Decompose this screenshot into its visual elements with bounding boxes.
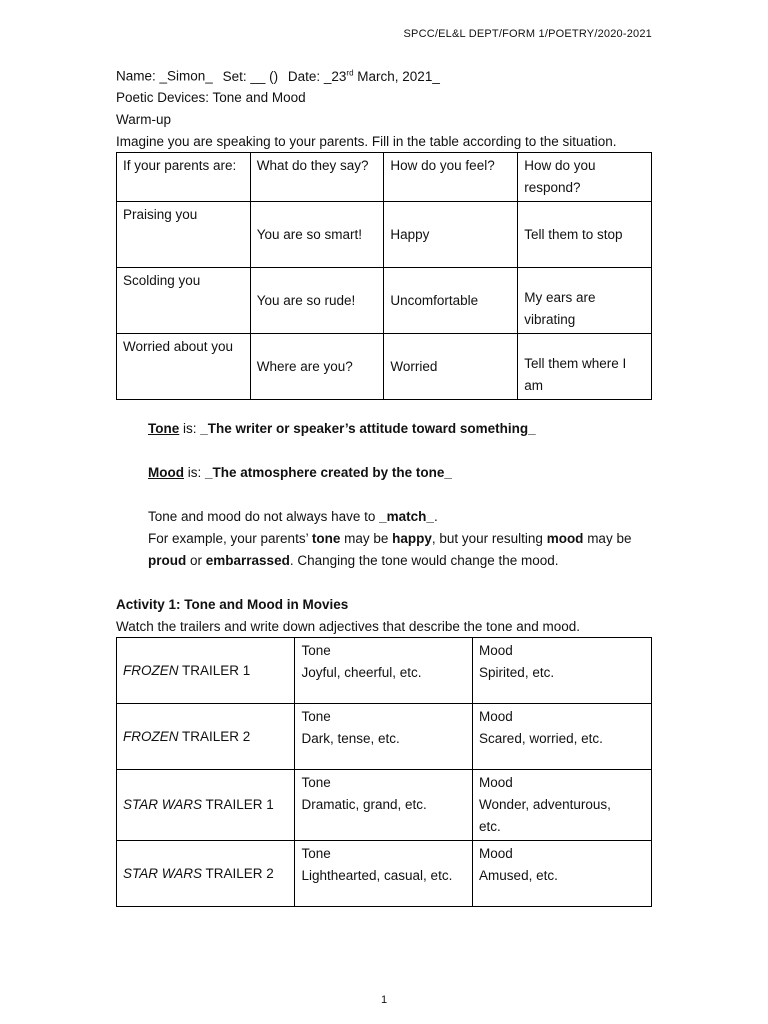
table-cell: Happy <box>384 202 518 268</box>
mood-cell: Mood Wonder, adventurous, etc. <box>473 770 652 841</box>
mood-definition: Mood is: _The atmosphere created by the tone_ <box>148 465 452 480</box>
table-header-row <box>117 153 652 202</box>
tone-definition: Tone is: _The writer or speaker’s attitude toward something_ <box>148 421 536 436</box>
table-header-cell: If your parents are: <box>117 153 251 202</box>
table-row <box>117 704 652 770</box>
date-field: Date: _23rd March, 2021_ <box>287 68 440 84</box>
film-cell: FROZEN TRAILER 2 <box>117 704 295 770</box>
film-cell: FROZEN TRAILER 1 <box>117 638 295 704</box>
warmup-heading: Warm-up <box>116 112 172 127</box>
table-cell: Where are you? <box>250 334 384 400</box>
tone-cell: Tone Dramatic, grand, etc. <box>295 770 473 841</box>
mood-cell: Mood Scared, worried, etc. <box>473 704 652 770</box>
lesson-subtitle: Poetic Devices: Tone and Mood <box>116 90 306 105</box>
activity1-title: Activity 1: Tone and Mood in Movies <box>116 597 349 612</box>
table-cell: My ears are vibrating <box>518 268 652 334</box>
document-reference: SPCC/EL&L DEPT/FORM 1/POETRY/2020-2021 <box>403 28 652 40</box>
activity1-instruction: Watch the trailers and write down adjectives that describe the tone and mood. <box>116 619 581 634</box>
parents-table <box>116 152 652 400</box>
example-sentence-1: For example, your parents’ tone may be happy, but your resulting mood may be <box>148 531 632 546</box>
mood-cell: Mood Amused, etc. <box>473 841 652 907</box>
tone-cell: Tone Joyful, cheerful, etc. <box>295 638 473 704</box>
name-line <box>116 68 440 84</box>
table-header-cell: How do you feel? <box>384 153 518 202</box>
page-number: 1 <box>380 994 388 1006</box>
film-cell: STAR WARS TRAILER 2 <box>117 841 295 907</box>
warmup-instruction: Imagine you are speaking to your parents. Fill in the table according to the situation. <box>116 134 617 149</box>
table-cell: Worried about you <box>117 334 251 400</box>
table-row <box>117 202 652 268</box>
table-cell: Worried <box>384 334 518 400</box>
table-row <box>117 334 652 400</box>
table-cell: Tell them to stop <box>518 202 652 268</box>
film-cell: STAR WARS TRAILER 1 <box>117 770 295 841</box>
table-row <box>117 638 652 704</box>
table-cell: Scolding you <box>117 268 251 334</box>
match-sentence: Tone and mood do not always have to _match_. <box>148 509 438 524</box>
table-cell: You are so rude! <box>250 268 384 334</box>
example-sentence-2: proud or embarrassed. Changing the tone would change the mood. <box>148 553 559 568</box>
tone-cell: Tone Dark, tense, etc. <box>295 704 473 770</box>
student-name: Name: _Simon_ <box>116 68 213 84</box>
mood-cell: Mood Spirited, etc. <box>473 638 652 704</box>
table-cell: Praising you <box>117 202 251 268</box>
table-cell: You are so smart! <box>250 202 384 268</box>
table-row <box>117 268 652 334</box>
table-cell: Uncomfortable <box>384 268 518 334</box>
table-row <box>117 770 652 841</box>
set-field: Set: __ () <box>222 68 279 84</box>
trailer-table <box>116 637 652 907</box>
tone-cell: Tone Lighthearted, casual, etc. <box>295 841 473 907</box>
table-cell: Tell them where I am <box>518 334 652 400</box>
table-row <box>117 841 652 907</box>
table-header-cell: What do they say? <box>250 153 384 202</box>
table-header-cell: How do you respond? <box>518 153 652 202</box>
